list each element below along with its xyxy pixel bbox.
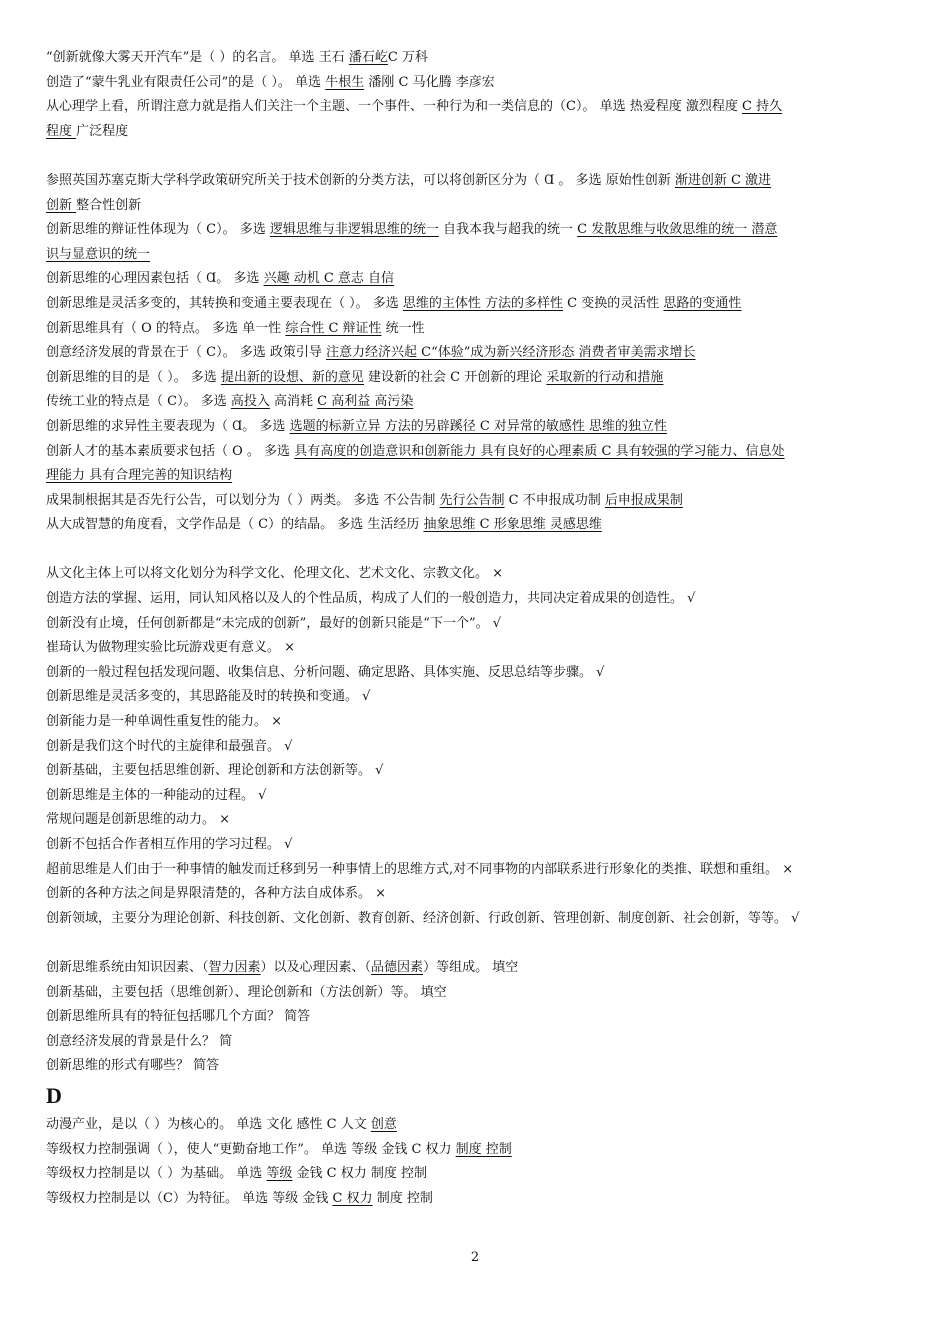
question-line — [46, 761, 912, 786]
question-line — [46, 835, 912, 860]
question-line — [46, 1032, 912, 1057]
question-text: 创意经济发展的背景是什么？ 简 — [46, 1033, 233, 1049]
underlined-answer: 识与显意识的统一 — [46, 246, 151, 262]
question-line — [46, 442, 912, 467]
question-line — [46, 884, 912, 909]
question-text: 创新不包括合作者相互作用的学习过程。 √ — [46, 837, 293, 852]
question-text: 创新思维的求异性主要表现为（ Ɑ。 多选 — [46, 418, 290, 434]
question-text: 创新思维具有（ O 的特点。 多选 单一性 — [46, 320, 286, 336]
question-line — [46, 638, 912, 663]
underlined-answer: C 持久 — [741, 99, 783, 115]
question-line — [46, 983, 912, 1008]
question-text: 创新思维的形式有哪些？ 简答 — [46, 1058, 220, 1074]
question-text: 创新领域，主要分为理论创新、科技创新、文化创新、教育创新、经济创新、行政创新、管理创新、制度创新、社会创新，等等。 √ — [46, 910, 800, 926]
underlined-answer: 思维的主体性 方法的多样性 — [402, 295, 564, 311]
question-text: 创新基础，主要包括（思维创新）、理论创新和（方法创新）等。 填空 — [46, 984, 447, 1000]
question-text: C 变换的灵活性 — [563, 295, 664, 311]
underlined-answer: 牛根生 — [325, 74, 365, 90]
question-line — [46, 294, 912, 319]
underlined-answer: C 发散思维与收敛思维的统一 潜意 — [577, 222, 778, 238]
question-line — [46, 958, 912, 983]
underlined-answer: C 权力 — [332, 1190, 373, 1206]
question-line — [46, 515, 912, 540]
question-line — [46, 171, 912, 196]
question-line — [46, 466, 912, 491]
question-text: 高消耗 — [269, 394, 318, 410]
question-text: 从文化主体上可以将文化划分为科学文化、伦理文化、艺术文化、宗教文化。 × — [46, 566, 504, 582]
question-line — [46, 1140, 912, 1165]
question-text: C 万科 — [387, 50, 428, 65]
question-text: 创新人才的基本素质要求包括（ O 。 多选 — [46, 443, 295, 459]
question-text: ）以及心理因素、（ — [260, 959, 372, 975]
underlined-answer: 品德因素 — [371, 959, 424, 975]
question-text: 崔琦认为做物理实验比玩游戏更有意义。 × — [46, 640, 296, 656]
question-text: 等级权力控制强调（ ），使人“更勤奋地工作”。 单选 等级 金钱 C 权力 — [46, 1141, 456, 1157]
question-text: 动漫产业，是以（ ）为核心的。 单选 文化 感性 C 人文 — [46, 1116, 371, 1132]
underlined-answer: 创新 — [46, 197, 77, 213]
question-line — [46, 97, 912, 122]
question-text: 金钱 C 权力 制度 控制 — [292, 1166, 428, 1182]
question-text: 等级权力控制是以（ ）为基础。 单选 — [46, 1166, 267, 1182]
question-line — [46, 417, 912, 442]
question-text: 创新思维的辩证性体现为（ C）。 多选 — [46, 222, 270, 238]
question-list — [46, 48, 912, 1213]
question-text: 从心理学上看，所谓注意力就是指人们关注一个主题、一个事件、一种行为和一类信息的（C）。 单选 热爱程度 激烈程度 — [46, 99, 742, 115]
underlined-answer: 兴趣 动机 C 意志 自信 — [263, 271, 395, 287]
question-text: 成果制根据其是否先行公告，可以划分为（ ）两类。 多选 不公告制 — [46, 492, 440, 508]
underlined-answer: 智力因素 — [208, 959, 261, 975]
blank-spacer — [46, 146, 912, 171]
question-line — [46, 196, 912, 221]
question-line — [46, 319, 912, 344]
underlined-answer: C 高利益 高污染 — [317, 394, 414, 410]
question-text: 等级权力控制是以（C）为特征。 单选 等级 金钱 — [46, 1190, 333, 1206]
question-text: 传统工业的特点是（ C）。 多选 — [46, 394, 231, 410]
question-line — [46, 220, 912, 245]
question-text: 创新没有止境，任何创新都是“未完成的创新”，最好的创新只能是“下一个”。 √ — [46, 615, 502, 631]
question-line — [46, 343, 912, 368]
underlined-answer: 选题的标新立异 方法的另辟蹊径 C 对异常的敏感性 思维的独立性 — [289, 418, 668, 434]
question-text: 创新思维是灵活多变的，其思路能及时的转换和变通。 √ — [46, 689, 371, 705]
question-text: 潘刚 C 马化腾 李彦宏 — [364, 74, 495, 90]
question-line — [46, 860, 912, 885]
question-line — [46, 687, 912, 712]
question-text: 广泛程度 — [76, 123, 129, 139]
question-text: 参照英国苏塞克斯大学科学政策研究所关于技术创新的分类方法，可以将创新区分为（ Ɑ 。 多选 原始性创新 — [46, 172, 675, 188]
page-number: 2 — [470, 1250, 480, 1265]
underlined-answer: 注意力经济兴起 C“体验”成为新兴经济形态 消费者审美需求增长 — [325, 345, 696, 361]
question-line — [46, 810, 912, 835]
question-line — [46, 491, 912, 516]
underlined-answer: 逻辑思维与非逻辑思维的统一 — [269, 222, 439, 238]
question-text: 常规问题是创新思维的动力。 × — [46, 812, 231, 828]
question-line — [46, 73, 912, 98]
question-text: 从大成智慧的角度看，文学作品是（ C）的结晶。 多选 生活经历 — [46, 517, 424, 533]
underlined-answer: 渐进创新 C 激进 — [674, 172, 772, 188]
underlined-answer: 高投入 — [230, 394, 270, 410]
question-line — [46, 1189, 912, 1214]
question-text: 制度 控制 — [372, 1190, 433, 1206]
question-text: 统一性 — [381, 320, 425, 336]
question-text: 自我本我与超我的统一 — [438, 222, 578, 238]
underlined-answer: 提出新的设想、新的意见 — [220, 369, 364, 385]
question-line — [46, 614, 912, 639]
question-text: 创新的一般过程包括发现问题、收集信息、分析问题、确定思路、具体实施、反思总结等步骤。 √ — [46, 664, 605, 680]
question-text: 创新思维是主体的一种能动的过程。 √ — [46, 787, 267, 803]
question-line — [46, 269, 912, 294]
question-line — [46, 1007, 912, 1032]
question-text: 创新思维的目的是（ ）。 多选 — [46, 369, 221, 385]
question-text: 创新基础，主要包括思维创新、理论创新和方法创新等。 √ — [46, 763, 384, 779]
question-text: 创新思维是灵活多变的，其转换和变通主要表现在（ ）。 多选 — [46, 295, 403, 311]
underlined-answer: 后申报成果制 — [604, 492, 683, 508]
blank-spacer — [46, 933, 912, 958]
question-text: 创造方法的掌握、运用，同认知风格以及人的个性品质，构成了人们的一般创造力，共同决定着成果的创造性。 √ — [46, 591, 696, 607]
question-line — [46, 1115, 912, 1140]
question-line — [46, 712, 912, 737]
question-line — [46, 1164, 912, 1189]
underlined-answer: 采取新的行动和措施 — [546, 369, 664, 385]
question-text: 创新是我们这个时代的主旋律和最强音。 √ — [46, 738, 293, 754]
question-text: 创新思维系统由知识因素、（ — [46, 959, 209, 975]
question-text: “创新就像大雾天开汽车”是（ ）的名言。 单选 王石 — [46, 50, 349, 65]
question-line — [46, 368, 912, 393]
question-line — [46, 589, 912, 614]
underlined-answer: 具有高度的创造意识和创新能力 具有良好的心理素质 C 具有较强的学习能力、信息处 — [294, 443, 785, 459]
question-line — [46, 48, 912, 73]
underlined-answer: 制度 控制 — [455, 1141, 512, 1157]
question-text: 创意经济发展的背景在于（ C）。 多选 政策引导 — [46, 345, 326, 361]
underlined-answer: 综合性 C 辩证性 — [285, 320, 382, 336]
underlined-answer: 先行公告制 — [439, 492, 505, 508]
question-line — [46, 1056, 912, 1081]
underlined-answer: 抽象思维 C 形象思维 灵感思维 — [423, 517, 602, 533]
question-line — [46, 122, 912, 147]
underlined-answer: 程度 — [46, 123, 77, 139]
question-text: 创新思维的心理因素包括（ Ɑ。 多选 — [46, 271, 264, 287]
underlined-answer: 潘石屹 — [348, 50, 388, 65]
question-text: 创新能力是一种单调性重复性的能力。 × — [46, 714, 283, 730]
blank-spacer — [46, 540, 912, 565]
question-text: 整合性创新 — [76, 197, 142, 213]
question-line — [46, 663, 912, 688]
question-text: C 不申报成功制 — [504, 492, 605, 508]
question-text: 创新的各种方法之间是界限清楚的，各种方法自成体系。 × — [46, 886, 387, 902]
underlined-answer: 创意 — [370, 1116, 397, 1132]
question-line — [46, 737, 912, 762]
question-text: 创造了“蒙牛乳业有限责任公司”的是（ ）。 单选 — [46, 74, 326, 90]
question-text: 建设新的社会 C 开创新的理论 — [363, 369, 547, 385]
question-line — [46, 392, 912, 417]
question-text: 超前思维是人们由于一种事情的触发而迁移到另一种事情上的思维方式,对不同事物的内部联系进行形象化的类推、联想和重组。 × — [46, 861, 794, 877]
question-text: ）等组成。 填空 — [423, 959, 519, 975]
question-text: 创新思维所具有的特征包括哪几个方面？ 简答 — [46, 1009, 311, 1025]
question-line — [46, 786, 912, 811]
section-letter-heading: D — [46, 1082, 62, 1108]
question-line — [46, 564, 912, 589]
underlined-answer: 理能力 具有合理完善的知识结构 — [46, 468, 233, 484]
question-line — [46, 909, 912, 934]
question-line — [46, 245, 912, 270]
underlined-answer: 等级 — [266, 1166, 293, 1182]
underlined-answer: 思路的变通性 — [663, 295, 742, 311]
